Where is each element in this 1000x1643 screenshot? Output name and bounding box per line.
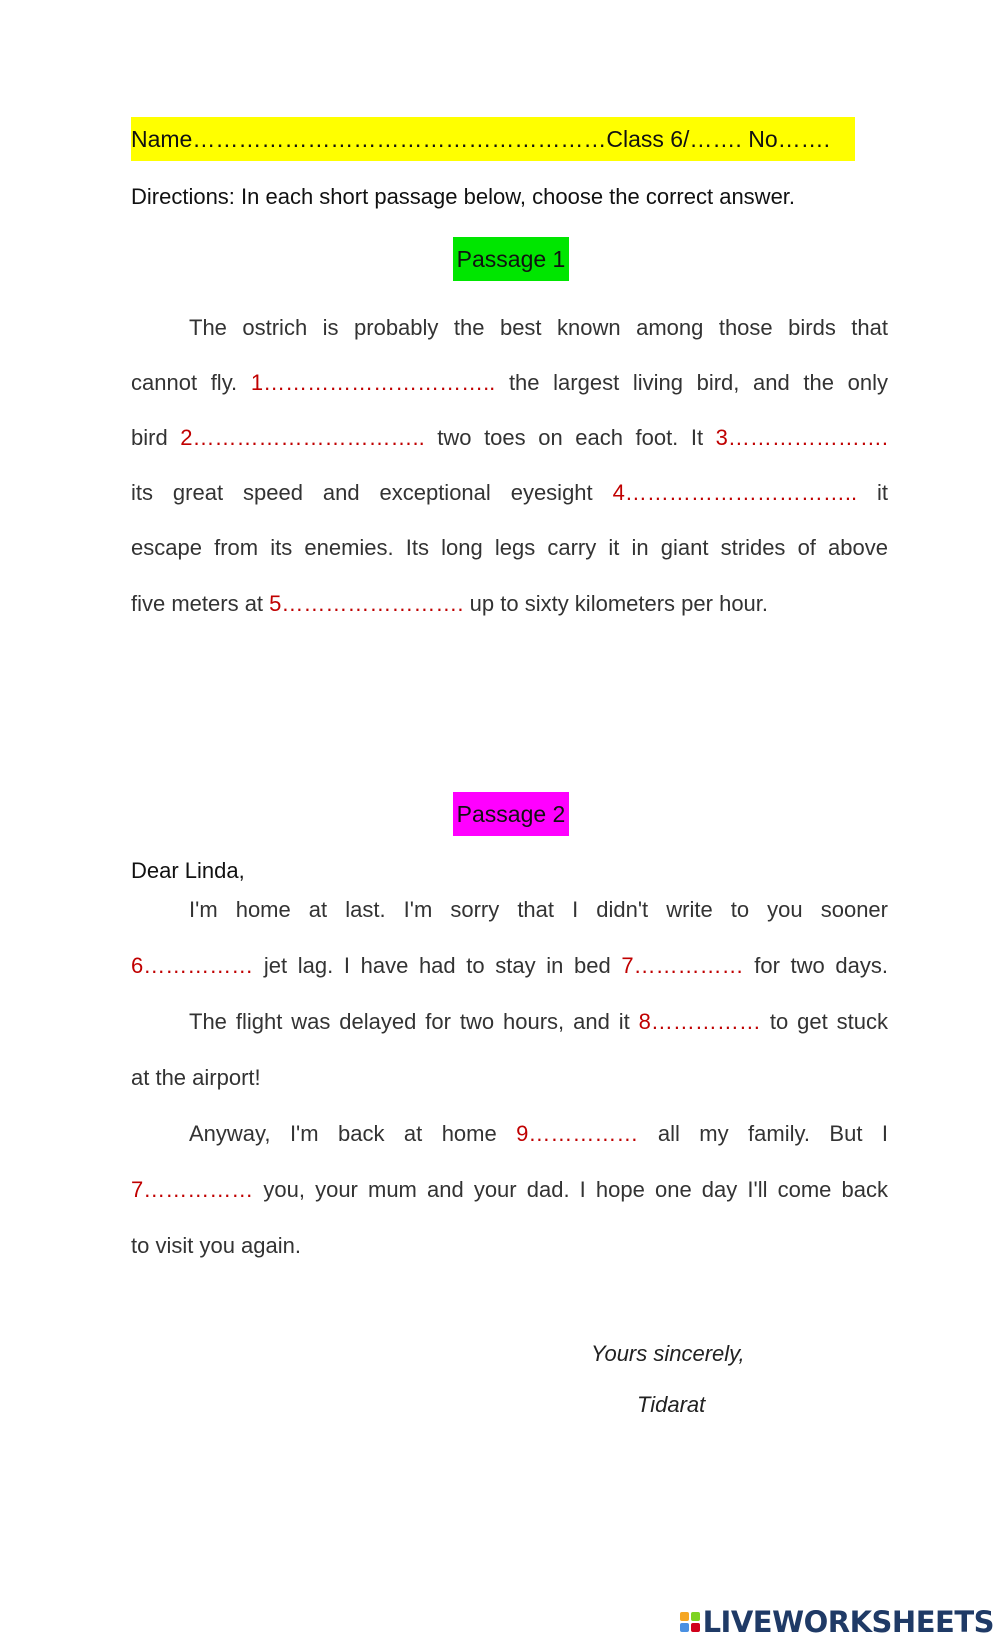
- signature: Tidarat: [637, 1392, 706, 1417]
- blank-9[interactable]: 9……………: [516, 1121, 639, 1146]
- blank-1[interactable]: 1…………………………..: [250, 370, 496, 395]
- passage-1-line-4: [131, 478, 888, 508]
- logo-square: [680, 1623, 689, 1632]
- text: its great speed and exceptional eyesight: [131, 480, 593, 505]
- passage-1-title: Passage 1: [453, 237, 569, 281]
- passage-2-line-2: [131, 951, 888, 981]
- text: it: [877, 480, 888, 505]
- passage-2-line-7: to visit you again.: [131, 1233, 301, 1258]
- text: cannot fly.: [131, 370, 238, 395]
- text: the largest living bird, and the only: [508, 370, 888, 395]
- passage-1-line-6: [131, 589, 888, 619]
- directions: Directions: In each short passage below, choose the correct answer.: [131, 184, 796, 209]
- passage-1-line-2: [131, 368, 888, 398]
- blank-4[interactable]: 4…………………………..: [612, 480, 858, 505]
- passage-2-line-5: [131, 1119, 888, 1149]
- passage-1-line-1: The ostrich is probably the best known among those birds that: [189, 315, 888, 340]
- blank-5[interactable]: 5…………………….: [269, 591, 464, 616]
- passage-2-line-6: [131, 1175, 888, 1205]
- blank-7-second[interactable]: 7……………: [131, 1177, 254, 1202]
- blank-3[interactable]: 3………………….: [715, 425, 888, 450]
- closing: Yours sincerely,: [591, 1341, 745, 1366]
- text: bird: [131, 425, 168, 450]
- greeting: Dear Linda,: [131, 858, 245, 883]
- text: jet lag. I have had to stay in bed: [263, 953, 611, 978]
- passage-2-line-1: I'm home at last. I'm sorry that I didn't write to you sooner: [189, 897, 888, 922]
- passage-2-title: Passage 2: [453, 792, 569, 836]
- logo-grid-icon: [680, 1612, 700, 1632]
- blank-8[interactable]: 8……………: [638, 1009, 761, 1034]
- text: The flight was delayed for two hours, and it: [189, 1009, 630, 1034]
- name-class-number-line: Name………………………………………………Class 6/……. No…….: [131, 117, 855, 161]
- passage-1-line-5: escape from its enemies. Its long legs carry it in giant strides of above: [131, 535, 888, 560]
- text: five meters at: [131, 591, 264, 616]
- text: all my family. But I: [657, 1121, 888, 1146]
- blank-7[interactable]: 7……………: [621, 953, 744, 978]
- text: for two days.: [754, 953, 888, 978]
- text: two toes on each foot. It: [437, 425, 704, 450]
- passage-2-line-3: [131, 1007, 888, 1037]
- liveworksheets-logo: [680, 1605, 994, 1639]
- text: you, your mum and your dad. I hope one day I'll come back: [263, 1177, 888, 1202]
- passage-2-line-4: at the airport!: [131, 1065, 261, 1090]
- passage-1-line-3: [131, 423, 888, 453]
- logo-square: [691, 1623, 700, 1632]
- text: to get stuck: [769, 1009, 888, 1034]
- text: Anyway, I'm back at home: [189, 1121, 497, 1146]
- text: up to sixty kilometers per hour.: [469, 591, 769, 616]
- logo-square: [680, 1612, 689, 1621]
- logo-text: LIVEWORKSHEETS: [702, 1605, 994, 1639]
- blank-2[interactable]: 2…………………………..: [180, 425, 425, 450]
- logo-square: [691, 1612, 700, 1621]
- blank-6[interactable]: 6……………: [131, 953, 254, 978]
